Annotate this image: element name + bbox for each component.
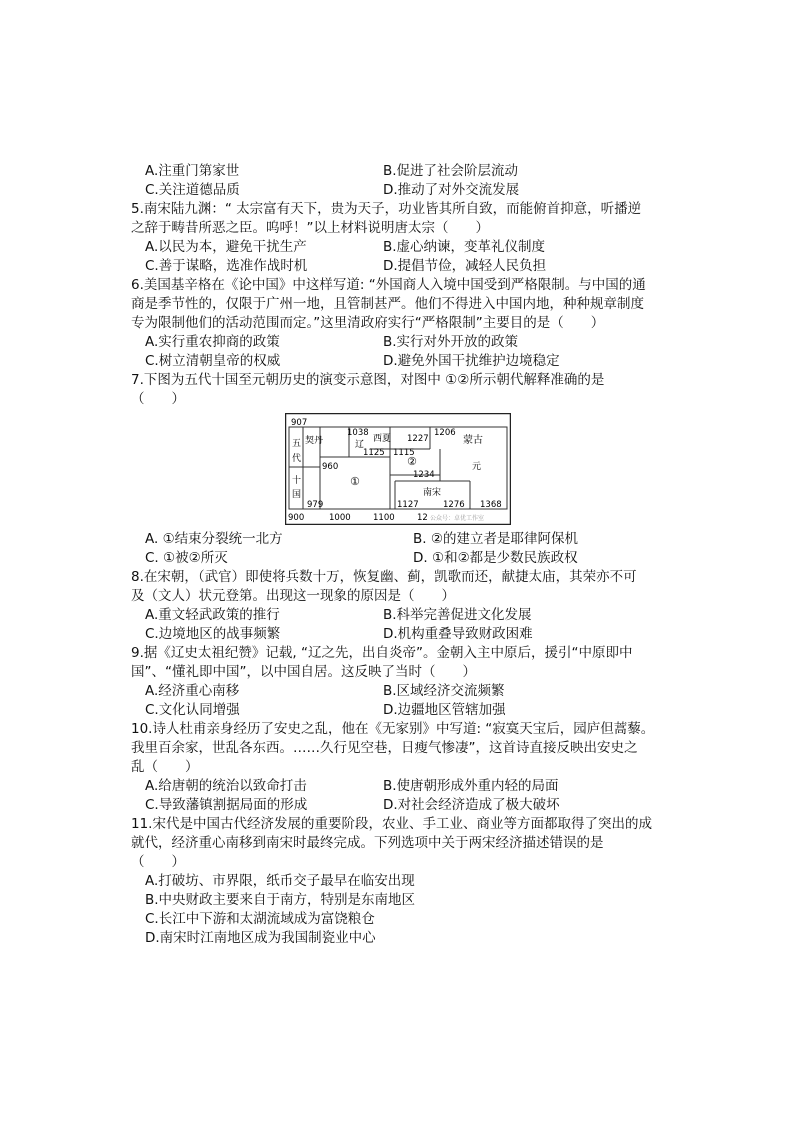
map-axis-1100: 1100: [373, 513, 395, 523]
map-label-yuan: 元: [472, 462, 482, 472]
q4-option-d: D.推动了对外交流发展: [383, 182, 520, 198]
q10-stem-line2: 我里百余家，世乱各东西。……久行见空巷，日瘦气惨凄”，这首诗直接反映出安史之: [131, 740, 638, 756]
q9-option-b: B.区域经济交流频繁: [383, 683, 505, 699]
map-label-liao: 辽: [355, 440, 365, 450]
map-label-1127: 1127: [397, 500, 419, 510]
map-axis-1000: 1000: [329, 513, 351, 523]
q10-option-c: C.导致藩镇割据局面的形成: [145, 797, 308, 813]
q4-option-c: C.关注道德品质: [145, 182, 240, 198]
q7-option-d: D. ①和②都是少数民族政权: [413, 550, 578, 566]
map-label-circle-2: ②: [407, 455, 417, 468]
q11-option-b: B.中央财政主要来自于南方，特别是东南地区: [145, 892, 416, 908]
q10-stem-line3: 乱（ ）: [131, 759, 199, 775]
q11-stem-line2: 就代，经济重心南移到南宋时最终完成。下列选项中关于两宋经济描述错误的是: [131, 835, 604, 851]
map-label-1206: 1206: [434, 428, 456, 438]
q7-option-c: C. ①被②所灭: [145, 550, 228, 566]
map-label-qidan: 契丹: [305, 436, 324, 446]
q6-stem-line3: 专为限制他们的活动范围而定。”这里清政府实行“严格限制”主要目的是（ ）: [131, 315, 605, 331]
map-label-1125: 1125: [363, 448, 385, 458]
q6-option-a: A.实行重农抑商的政策: [145, 334, 280, 350]
map-label-979: 979: [307, 500, 324, 510]
q7-option-b: B. ②的建立者是耶律阿保机: [413, 531, 578, 547]
q5-option-c: C.善于谋略，选准作战时机: [145, 258, 308, 274]
q9-stem-line2: 国”、“懂礼即中国”，以中国自居。这反映了当时（ ）: [131, 664, 476, 680]
map-label-xixia: 西夏: [373, 434, 392, 444]
q5-option-b: B.虚心纳谏，变革礼仪制度: [383, 239, 546, 255]
q8-stem-line1: 8.在宋朝，（武官）即使将兵数十万，恢复幽、蓟，凯歌而还，献捷太庙，其荣亦不可: [131, 569, 637, 585]
q6-option-c: C.树立清朝皇帝的权威: [145, 353, 281, 369]
q5-option-a: A.以民为本，避免干扰生产: [145, 239, 307, 255]
q8-option-d: D.机构重叠导致财政困难: [383, 626, 533, 642]
q5-option-d: D.提倡节俭，减轻人民负担: [383, 258, 547, 274]
map-watermark: 公众号：卓优工作室: [430, 515, 485, 522]
q11-stem-line3: （ ）: [131, 854, 185, 870]
q6-option-b: B.实行对外开放的政策: [383, 334, 519, 350]
q10-stem-line1: 10.诗人杜甫亲身经历了安史之乱，他在《无家别》中写道: “寂寞天宝后，园庐但蒿藜。: [131, 721, 655, 737]
map-label-1227: 1227: [407, 434, 429, 444]
q9-option-a: A.经济重心南移: [145, 683, 240, 699]
dynasty-timeline-diagram: [285, 413, 511, 525]
map-axis-900: 900: [288, 513, 305, 523]
q4-option-a: A.注重门第家世: [145, 163, 240, 179]
map-label-960: 960: [322, 462, 339, 472]
map-label-907: 907: [291, 418, 308, 428]
q10-option-a: A.给唐朝的统治以致命打击: [145, 778, 307, 794]
q8-option-c: C.边境地区的战事频繁: [145, 626, 281, 642]
q10-option-d: D.对社会经济造成了极大破坏: [383, 797, 560, 813]
q7-option-a: A. ①结束分裂统一北方: [145, 531, 283, 547]
map-label-shi: 十: [292, 476, 302, 486]
q5-stem-line2: 之辞于畴昔所恶之臣。呜呼！”以上材料说明唐太宗（ ）: [131, 220, 489, 236]
map-label-1368: 1368: [480, 500, 502, 510]
map-label-dai: 代: [292, 454, 302, 464]
q7-stem-line1: 7.下图为五代十国至元朝历史的演变示意图，对图中 ①②所示朝代解释准确的是: [131, 372, 605, 388]
q11-option-c: C.长江中下游和太湖流域成为富饶粮仓: [145, 911, 375, 927]
map-label-circle-1: ①: [350, 475, 360, 488]
q8-option-b: B.科举完善促进文化发展: [383, 607, 532, 623]
q6-option-d: D.避免外国干扰维护边境稳定: [383, 353, 560, 369]
map-label-menggu: 蒙古: [463, 435, 483, 446]
q7-stem-line2: （ ）: [131, 391, 185, 407]
map-label-wu: 五: [292, 439, 302, 449]
q4-option-b: B.促进了社会阶层流动: [383, 163, 519, 179]
q9-option-d: D.边疆地区管辖加强: [383, 702, 506, 718]
map-axis-12: 12: [417, 513, 428, 523]
q9-stem-line1: 9.据《辽史太祖纪赞》记载, “辽之先，出自炎帝”。金朝入主中原后，援引“中原即中: [131, 645, 633, 661]
q10-option-b: B.使唐朝形成外重内轻的局面: [383, 778, 559, 794]
q6-stem-line2: 商是季节性的，仅限于广州一地，且管制甚严。他们不得进入中国内地，种种规章制度: [131, 296, 644, 312]
map-label-1276: 1276: [443, 500, 465, 510]
map-label-guo: 国: [292, 490, 302, 500]
q11-stem-line1: 11.宋代是中国古代经济发展的重要阶段，农业、手工业、商业等方面都取得了突出的成: [131, 816, 652, 832]
q5-stem-line1: 5.南宋陆九渊：“ 太宗富有天下，贵为天子，功业皆其所自致，而能俯首抑意，听播逆: [131, 201, 642, 217]
map-label-1038: 1038: [347, 428, 369, 438]
q9-option-c: C.文化认同增强: [145, 702, 240, 718]
map-label-1115: 1115: [393, 448, 415, 458]
q11-option-d: D.南宋时江南地区成为我国制瓷业中心: [145, 930, 376, 946]
q11-option-a: A.打破坊、市界限，纸币交子最早在临安出现: [145, 873, 415, 889]
q8-option-a: A.重文轻武政策的推行: [145, 607, 280, 623]
q8-stem-line2: 及（文人）状元登第。出现这一现象的原因是（ ）: [131, 588, 455, 604]
map-label-nansong: 南宋: [423, 488, 442, 498]
q6-stem-line1: 6.美国基辛格在《论中国》中这样写道: “外国商人入境中国受到严格限制。与中国的通: [131, 277, 646, 293]
map-label-1234: 1234: [413, 470, 435, 480]
